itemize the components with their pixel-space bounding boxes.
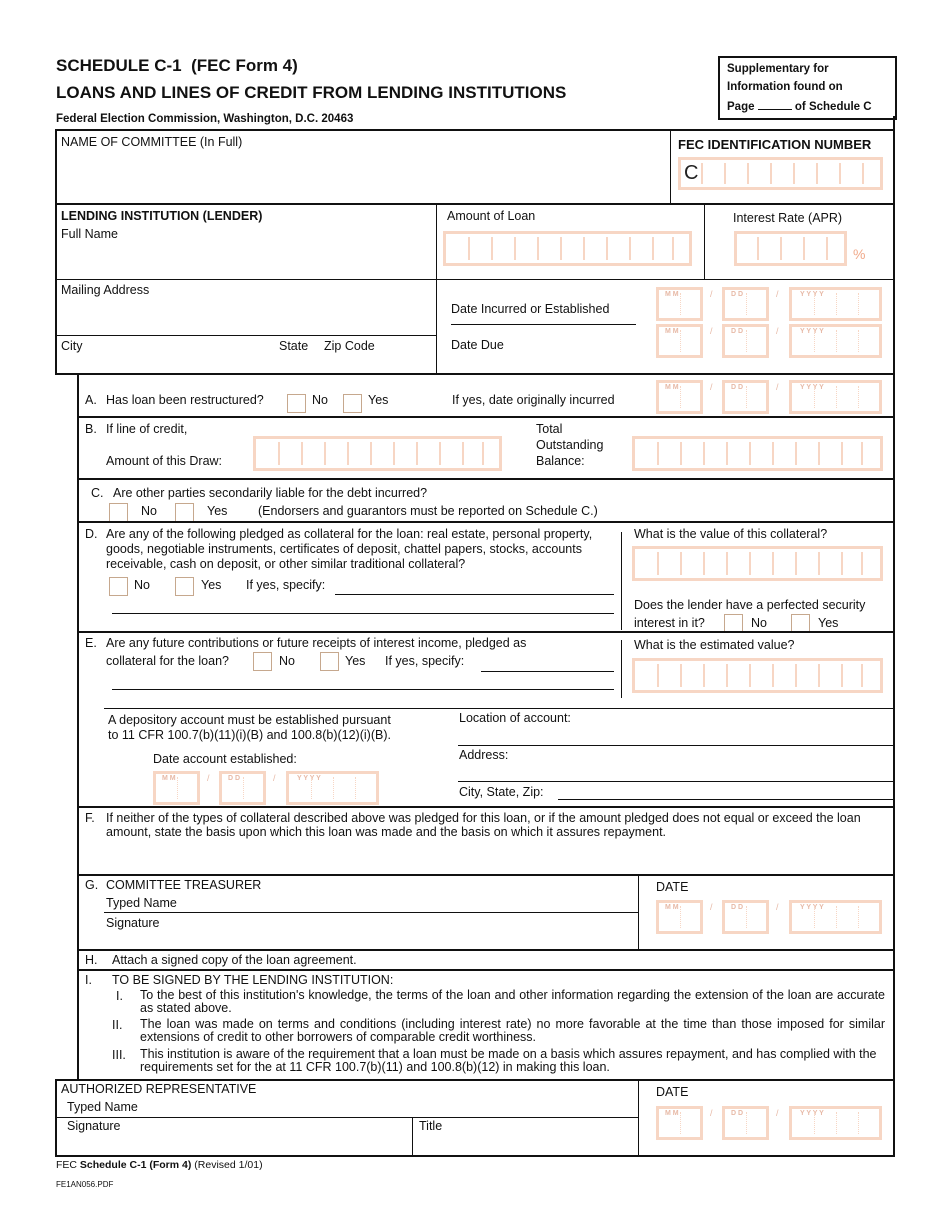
treasurer-title: COMMITTEE TREASURER [106,878,262,892]
date-originally-incurred-label: If yes, date originally incurred [452,393,615,407]
day-box[interactable]: D D [722,287,769,321]
outstanding-balance-input[interactable] [632,436,883,471]
estimated-value-label: What is the estimated value? [634,638,795,652]
future-yes-checkbox[interactable] [320,652,339,671]
day-box[interactable]: D D [722,324,769,358]
month-box[interactable]: M M [656,380,703,414]
section-d-question: Are any of the following pledged as collateral for the loan: real estate, personal property, goods, negotiable instruments, certificates of deposit, chattel papers, stocks, accounts receivable, cash on deposit, or other similar traditional collateral? [106,527,593,571]
day-box[interactable]: D D [219,771,266,805]
agency-line: Federal Election Commission, Washington, D.C. 20463 [56,113,354,125]
year-box[interactable]: Y Y Y Y [789,380,882,414]
treasurer-date-label: DATE [656,880,689,894]
fec-id-input[interactable]: C [678,157,883,190]
date-slash: / [273,773,276,783]
section-a-question: Has loan been restructured? [106,393,264,407]
collateral-value-input[interactable] [632,546,883,581]
committee-name-input[interactable] [58,152,666,200]
month-box[interactable]: M M [656,324,703,358]
supp-page-input[interactable] [758,99,792,110]
liable-no-checkbox[interactable] [109,503,128,522]
collateral-value-label: What is the value of this collateral? [634,527,828,541]
authorized-title: AUTHORIZED REPRESENTATIVE [61,1082,257,1096]
lender-full-name-label: Full Name [61,227,118,241]
month-box[interactable]: M M [656,1106,703,1140]
day-box[interactable]: D D [722,1106,769,1140]
restructured-yes-checkbox[interactable] [343,394,362,413]
form-subtitle: LOANS AND LINES OF CREDIT FROM LENDING INSTITUTIONS [56,83,567,102]
authorized-typed-name-input[interactable] [56,1117,638,1118]
date-slash: / [776,902,779,912]
footer-file: FE1AN056.PDF [56,1180,114,1189]
city-label: City [61,339,83,353]
amount-of-draw-label: Amount of this Draw: [106,454,223,468]
state-label: State [279,339,309,353]
certification-item: The loan was made on terms and conditions (including interest rate) no more favorable at the time than those imposed for similar extensions of credit to other borrowers of comparable credit worthiness. [140,1017,885,1044]
address-input[interactable] [458,781,893,782]
section-c-question: Are other parties secondarily liable for the debt incurred? [113,486,428,500]
date-slash: / [776,1108,779,1118]
date-slash: / [207,773,210,783]
year-box[interactable]: Y Y Y Y [789,1106,882,1140]
section-f-text: If neither of the types of collateral described above was pledged for this loan, or if the amount pledged does not equal or exceed the loan amount, state the basis upon which this loan was made and the basis on which it assures repayment. [106,811,861,839]
month-box[interactable]: M M [656,287,703,321]
authorized-date-label: DATE [656,1085,689,1099]
percent-sign: % [853,246,866,262]
mailing-address-label: Mailing Address [61,283,150,297]
certification-item: To the best of this institution's knowledge, the terms of the loan and other information regarding the extension of the loan are accurate as stated above. [140,988,885,1015]
collateral-no-checkbox[interactable] [109,577,128,596]
date-due-label: Date Due [451,338,504,352]
collateral-specify-input[interactable] [335,594,614,595]
date-slash: / [710,326,713,336]
committee-name-label: NAME OF COMMITTEE (In Full) [61,135,243,149]
date-slash: / [710,382,713,392]
year-box[interactable]: Y Y Y Y [789,287,882,321]
treasurer-typed-name-input[interactable] [104,912,638,913]
city-state-zip-input[interactable] [558,799,893,800]
date-slash: / [710,902,713,912]
supplementary-box: Supplementary for Information found on Page of Schedule C [718,56,897,120]
estimated-value-input[interactable] [632,658,883,693]
restructured-no-checkbox[interactable] [287,394,306,413]
section-f-input[interactable] [106,842,891,872]
day-box[interactable]: D D [722,380,769,414]
year-box[interactable]: Y Y Y Y [286,771,379,805]
lender-title: LENDING INSTITUTION (LENDER) [61,209,263,223]
footer-form-id: FEC Schedule C-1 (Form 4) (Revised 1/01) [56,1159,263,1171]
day-box[interactable]: D D [722,900,769,934]
date-slash: / [710,289,713,299]
section-e-question: Are any future contributions or future receipts of interest income, pledged as [106,636,527,650]
amount-of-loan-label: Amount of Loan [447,209,536,223]
section-a-letter: A. [85,393,97,407]
section-c-note: (Endorsers and guarantors must be reported on Schedule C.) [258,504,598,518]
future-no-checkbox[interactable] [253,652,272,671]
zip-label: Zip Code [324,339,375,353]
section-h-text: Attach a signed copy of the loan agreement. [112,953,357,967]
location-input[interactable] [458,745,893,746]
date-slash: / [710,1108,713,1118]
fec-id-label: FEC IDENTIFICATION NUMBER [678,137,872,152]
future-specify-input[interactable] [481,671,614,672]
date-slash: / [776,326,779,336]
interest-rate-label: Interest Rate (APR) [733,211,843,225]
date-incurred-label: Date Incurred or Established [451,302,610,316]
date-slash: / [776,382,779,392]
schedule-title: SCHEDULE C-1 (FEC Form 4) [56,56,298,75]
date-slash: / [776,289,779,299]
interest-rate-input[interactable] [734,231,847,266]
liable-yes-checkbox[interactable] [175,503,194,522]
section-i-title: TO BE SIGNED BY THE LENDING INSTITUTION: [112,973,394,987]
month-box[interactable]: M M [153,771,200,805]
form-number: (FEC Form 4) [191,56,298,75]
amount-of-loan-input[interactable] [443,231,692,266]
year-box[interactable]: Y Y Y Y [789,900,882,934]
year-box[interactable]: Y Y Y Y [789,324,882,358]
amount-of-draw-input[interactable] [253,436,502,471]
collateral-yes-checkbox[interactable] [175,577,194,596]
month-box[interactable]: M M [656,900,703,934]
certification-item: This institution is aware of the requirement that a loan must be made on a basis which assures repayment, and has complied with the requirements set for the at 11 CFR 100.7(b)(11) and 100.8(b)(12) in making this loan. [140,1047,877,1074]
